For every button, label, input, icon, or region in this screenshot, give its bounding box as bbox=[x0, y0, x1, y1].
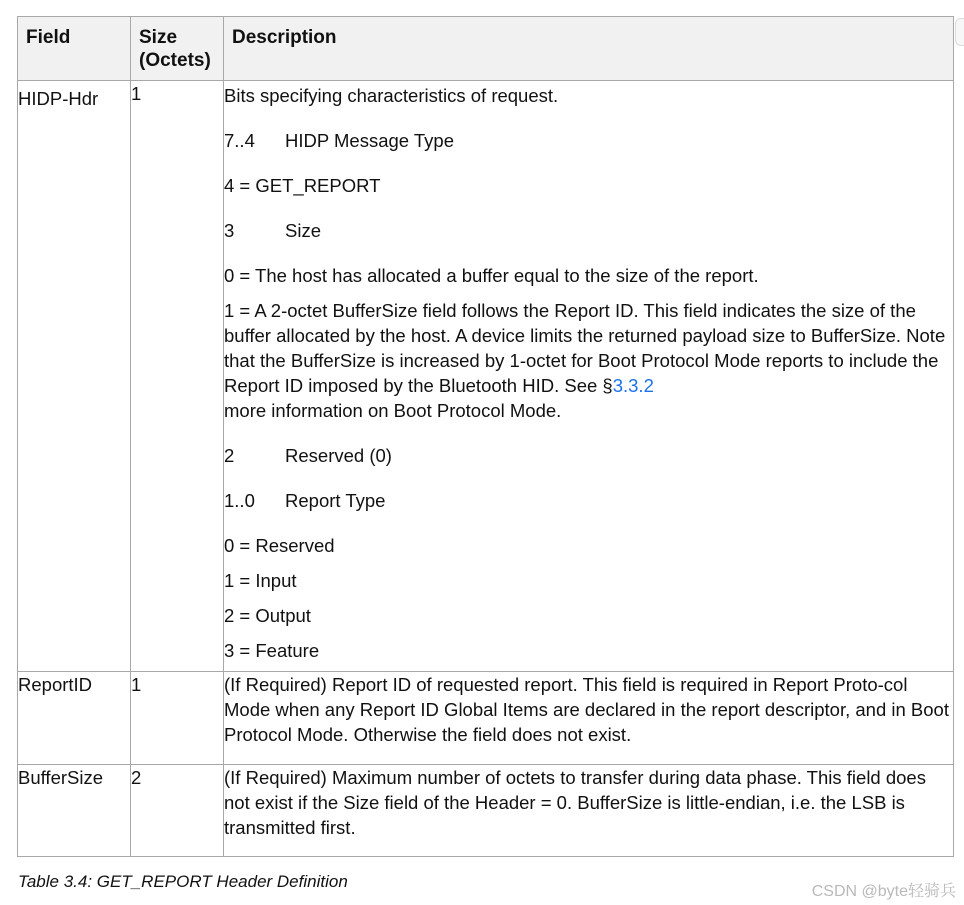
size-value-1-tail: more information on Boot Protocol Mode. bbox=[224, 400, 562, 421]
row-description-buffersize: (If Required) Maximum number of octets to transfer during data phase. This field does not exist if the Size field of the Header = 0. BufferSize is little-endian, i.e. the LSB is transmitted first. bbox=[224, 765, 954, 857]
bits-report-type bbox=[224, 488, 953, 513]
header-size bbox=[131, 17, 224, 81]
bits-number: 1..0 bbox=[224, 490, 255, 511]
size-value-0: 0 = The host has allocated a buffer equal to the size of the report. bbox=[224, 265, 759, 286]
desc-intro: Bits specifying characteristics of request. bbox=[224, 85, 559, 106]
section-link[interactable]: 3.3.2 bbox=[612, 375, 654, 396]
size-value-1-text: 1 = A 2-octet BufferSize field follows the Report ID. This field indicates the size of the buffer allocated by the host. A device limits the returned payload size to BufferSize. Note that the BufferSize is increased by 1-octet for Boot Protocol Mode reports to include the Report ID imposed by the Bluetooth HID. See § bbox=[224, 300, 946, 396]
bits-name: Report Type bbox=[285, 490, 386, 511]
row-size-hidp-hdr: 1 bbox=[131, 81, 224, 672]
row-description-hidp-hdr bbox=[224, 81, 954, 672]
row-description-reportid: (If Required) Report ID of requested report. This field is required in Report Proto-col Mode when any Report ID Global Items are declared in the report descriptor, and in Boot Protocol Mode. Otherwise the field does not exist. bbox=[224, 672, 954, 765]
bits-size bbox=[224, 218, 953, 243]
size-value-1 bbox=[224, 298, 953, 423]
header-description: Description bbox=[224, 17, 954, 81]
row-size-reportid: 1 bbox=[131, 672, 224, 765]
bits-name: Reserved (0) bbox=[285, 445, 392, 466]
table-row bbox=[18, 672, 954, 765]
report-type-value: 2 = Output bbox=[224, 605, 311, 626]
table-row bbox=[18, 81, 954, 672]
bits-name: Size bbox=[285, 220, 321, 241]
header-field: Field bbox=[18, 17, 131, 81]
row-field-buffersize: BufferSize bbox=[18, 765, 131, 857]
table-row bbox=[18, 765, 954, 857]
report-type-value: 3 = Feature bbox=[224, 640, 320, 661]
row-field-reportid: ReportID bbox=[18, 672, 131, 765]
bits-name: HIDP Message Type bbox=[285, 130, 454, 151]
report-type-value: 0 = Reserved bbox=[224, 535, 335, 556]
bits-message-type bbox=[224, 128, 953, 153]
table-caption: Table 3.4: GET_REPORT Header Definition bbox=[18, 872, 348, 891]
header-size-label: Size (Octets) bbox=[139, 27, 211, 71]
bits-reserved bbox=[224, 443, 953, 468]
row-field-hidp-hdr: HIDP-Hdr bbox=[18, 81, 131, 672]
bits-number: 2 bbox=[224, 445, 235, 466]
bits-number: 3 bbox=[224, 220, 235, 241]
get-report-header-table bbox=[17, 16, 954, 857]
bits-number: 7..4 bbox=[224, 130, 255, 151]
row-size-buffersize: 2 bbox=[131, 765, 224, 857]
report-type-value: 1 = Input bbox=[224, 570, 297, 591]
scroll-handle[interactable] bbox=[955, 18, 964, 46]
message-type-value: 4 = GET_REPORT bbox=[224, 175, 381, 196]
watermark: CSDN @byte轻骑兵 bbox=[811, 883, 956, 900]
table-header-row bbox=[18, 17, 954, 81]
